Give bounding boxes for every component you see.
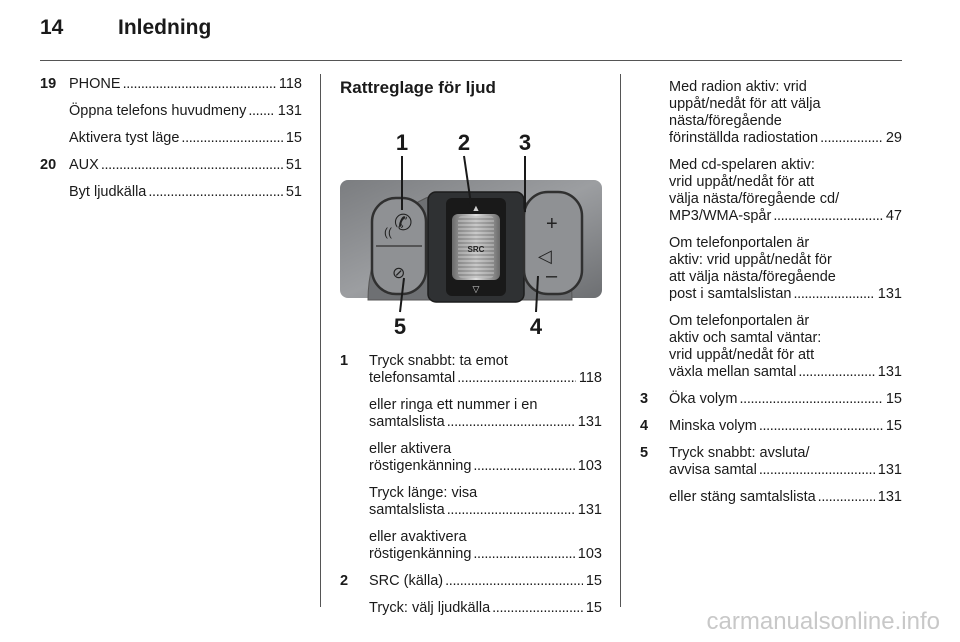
dot-leader [759, 462, 875, 479]
figure-label-3: 3 [518, 130, 532, 155]
text-line: Om telefonportalen är [669, 235, 810, 251]
index-line [69, 76, 302, 93]
sub-entry [369, 441, 602, 475]
sub-entry [69, 103, 302, 120]
page-reference: 131 [577, 502, 602, 518]
index-line [369, 458, 602, 475]
dot-leader [492, 600, 583, 617]
dot-leader [473, 546, 574, 563]
up-arrow-icon: ▲ [471, 203, 481, 213]
dot-leader [101, 157, 283, 174]
index-entry [640, 391, 902, 408]
dot-leader [447, 414, 575, 431]
sub-entry [669, 489, 902, 506]
section-title: Rattreglage för ljud [340, 78, 496, 97]
item-number: 5 [640, 445, 649, 461]
index-text: post i samtalslistan [669, 286, 792, 302]
dot-leader [447, 502, 575, 519]
column-audio-controls [340, 79, 602, 627]
sub-entry [369, 485, 602, 519]
page-number: 14 [40, 16, 64, 39]
page-reference: 29 [885, 130, 902, 146]
index-entry [40, 157, 302, 174]
index-text: förinställda radiostation [669, 130, 819, 146]
sub-entry [69, 184, 302, 201]
index-line [369, 573, 602, 590]
index-text: SRC (källa) [369, 573, 444, 589]
dot-leader [123, 76, 276, 93]
page-reference: 15 [885, 418, 902, 434]
steering-wheel-controls-figure [340, 112, 602, 340]
index-text: röstigenkänning [369, 458, 472, 474]
index-line [369, 414, 602, 431]
index-text: avvisa samtal [669, 462, 757, 478]
dot-leader [794, 286, 875, 303]
sub-entry [369, 529, 602, 563]
entry-body [69, 76, 302, 93]
index-text: röstigenkänning [369, 546, 472, 562]
mute-icon: ⊘ [392, 265, 406, 282]
audio-controls-list [340, 353, 602, 617]
index-line [669, 364, 902, 381]
index-text: samtalslista [369, 414, 445, 430]
text-line: aktiv: vrid uppåt/nedåt för [669, 252, 832, 268]
entry-body [669, 418, 902, 435]
index-line [669, 391, 902, 408]
page-reference: 15 [585, 573, 602, 589]
page-reference: 131 [877, 462, 902, 478]
dot-leader [181, 130, 282, 147]
text-line: Med radion aktiv: vrid [669, 79, 807, 95]
entry-body [669, 445, 902, 479]
index-line [669, 208, 902, 225]
down-arrow-icon: ▽ [472, 284, 480, 294]
minus-icon: – [546, 265, 558, 287]
entry-body [669, 391, 902, 408]
entry-body [369, 573, 602, 590]
text-line: vrid uppåt/nedåt för att [669, 347, 815, 363]
index-entry [340, 573, 602, 590]
column-divider-right [620, 74, 621, 607]
page-title: Inledning [118, 16, 212, 39]
volume-icon: ◁ [538, 246, 552, 266]
page-reference: 15 [585, 600, 602, 616]
index-text: telefonsamtal [369, 370, 456, 386]
sub-entry [669, 157, 902, 225]
page-reference: 131 [877, 364, 902, 380]
index-line [69, 184, 302, 201]
text-line: eller avaktivera [369, 529, 467, 545]
index-text: PHONE [69, 76, 121, 92]
index-line [369, 370, 602, 387]
item-number: 3 [640, 391, 649, 407]
index-text: samtalslista [369, 502, 445, 518]
page-reference: 131 [877, 489, 902, 505]
index-text: Öka volym [669, 391, 738, 407]
index-entry [340, 353, 602, 387]
index-text: Minska volym [669, 418, 757, 434]
dot-leader [818, 489, 875, 506]
text-line: vrid uppåt/nedåt för att [669, 174, 815, 190]
text-line: Tryck snabbt: avsluta/ [669, 445, 810, 461]
index-line [69, 103, 302, 120]
figure-label-2: 2 [457, 130, 471, 155]
figure-label-4: 4 [529, 314, 543, 339]
entry-body [69, 157, 302, 174]
text-line: Tryck snabbt: ta emot [369, 353, 508, 369]
index-line [69, 157, 302, 174]
page-reference: 118 [578, 370, 602, 386]
page-reference: 51 [285, 157, 302, 173]
index-text: MP3/WMA-spår [669, 208, 772, 224]
item-number: 2 [340, 573, 349, 589]
index-entry [40, 76, 302, 93]
text-line: eller aktivera [369, 441, 452, 457]
sub-entry [369, 397, 602, 431]
index-text: Aktivera tyst läge [69, 130, 180, 146]
page-reference: 15 [885, 391, 902, 407]
src-label: SRC [467, 245, 485, 254]
voice-icon: (( [384, 225, 392, 239]
page-reference: 47 [885, 208, 902, 224]
header-rule [40, 60, 902, 61]
page-reference: 118 [278, 76, 302, 92]
index-line [669, 489, 902, 506]
text-line: välja nästa/föregående cd/ [669, 191, 840, 207]
index-text: AUX [69, 157, 99, 173]
sub-entry [369, 600, 602, 617]
index-line [369, 502, 602, 519]
dot-leader [248, 103, 274, 120]
item-number: 19 [40, 76, 57, 92]
dot-leader [445, 573, 583, 590]
index-text: växla mellan samtal [669, 364, 797, 380]
entry-body [369, 353, 602, 387]
index-line [369, 546, 602, 563]
dot-leader [773, 208, 883, 225]
index-text: Byt ljudkälla [69, 184, 147, 200]
sub-entry [669, 313, 902, 381]
index-text: eller stäng samtalslista [669, 489, 816, 505]
item-number: 4 [640, 418, 649, 434]
text-line: nästa/föregående [669, 113, 782, 129]
text-line: eller ringa ett nummer i en [369, 397, 538, 413]
text-line: Om telefonportalen är [669, 313, 810, 329]
page-reference: 131 [877, 286, 902, 302]
index-line [669, 462, 902, 479]
column-audio-controls-continued [640, 79, 902, 516]
page-reference: 131 [277, 103, 302, 119]
sub-entry [69, 130, 302, 147]
text-line: Tryck länge: visa [369, 485, 478, 501]
item-number: 20 [40, 157, 57, 173]
figure-label-1: 1 [395, 130, 409, 155]
index-line [69, 130, 302, 147]
index-line [669, 130, 902, 147]
index-entry [640, 418, 902, 435]
figure-label-5: 5 [393, 314, 407, 339]
column-index [40, 76, 302, 211]
dot-leader [473, 458, 574, 475]
text-line: Med cd-spelaren aktiv: [669, 157, 815, 173]
sub-entry [669, 235, 902, 303]
dot-leader [759, 418, 883, 435]
dot-leader [820, 130, 883, 147]
page-reference: 15 [285, 130, 302, 146]
phone-icon: ✆ [394, 210, 413, 235]
text-line: att välja nästa/föregående [669, 269, 836, 285]
dot-leader [457, 370, 576, 387]
index-line [669, 418, 902, 435]
index-text: Tryck: välj ljudkälla [369, 600, 491, 616]
text-line: uppåt/nedåt för att välja [669, 96, 821, 112]
dot-leader [148, 184, 282, 201]
page-reference: 131 [577, 414, 602, 430]
index-line [369, 600, 602, 617]
index-entry [640, 445, 902, 479]
plus-icon: + [546, 213, 558, 235]
index-text: Öppna telefons huvudmeny [69, 103, 247, 119]
index-line [669, 286, 902, 303]
dot-leader [740, 391, 883, 408]
page-reference: 51 [285, 184, 302, 200]
column-divider-left [320, 74, 321, 607]
dot-leader [798, 364, 874, 381]
page-reference: 103 [577, 546, 602, 562]
watermark: carmanualsonline.info [706, 608, 940, 635]
sub-entry [669, 79, 902, 147]
item-number: 1 [340, 353, 349, 369]
text-line: aktiv och samtal väntar: [669, 330, 822, 346]
page-reference: 103 [577, 458, 602, 474]
